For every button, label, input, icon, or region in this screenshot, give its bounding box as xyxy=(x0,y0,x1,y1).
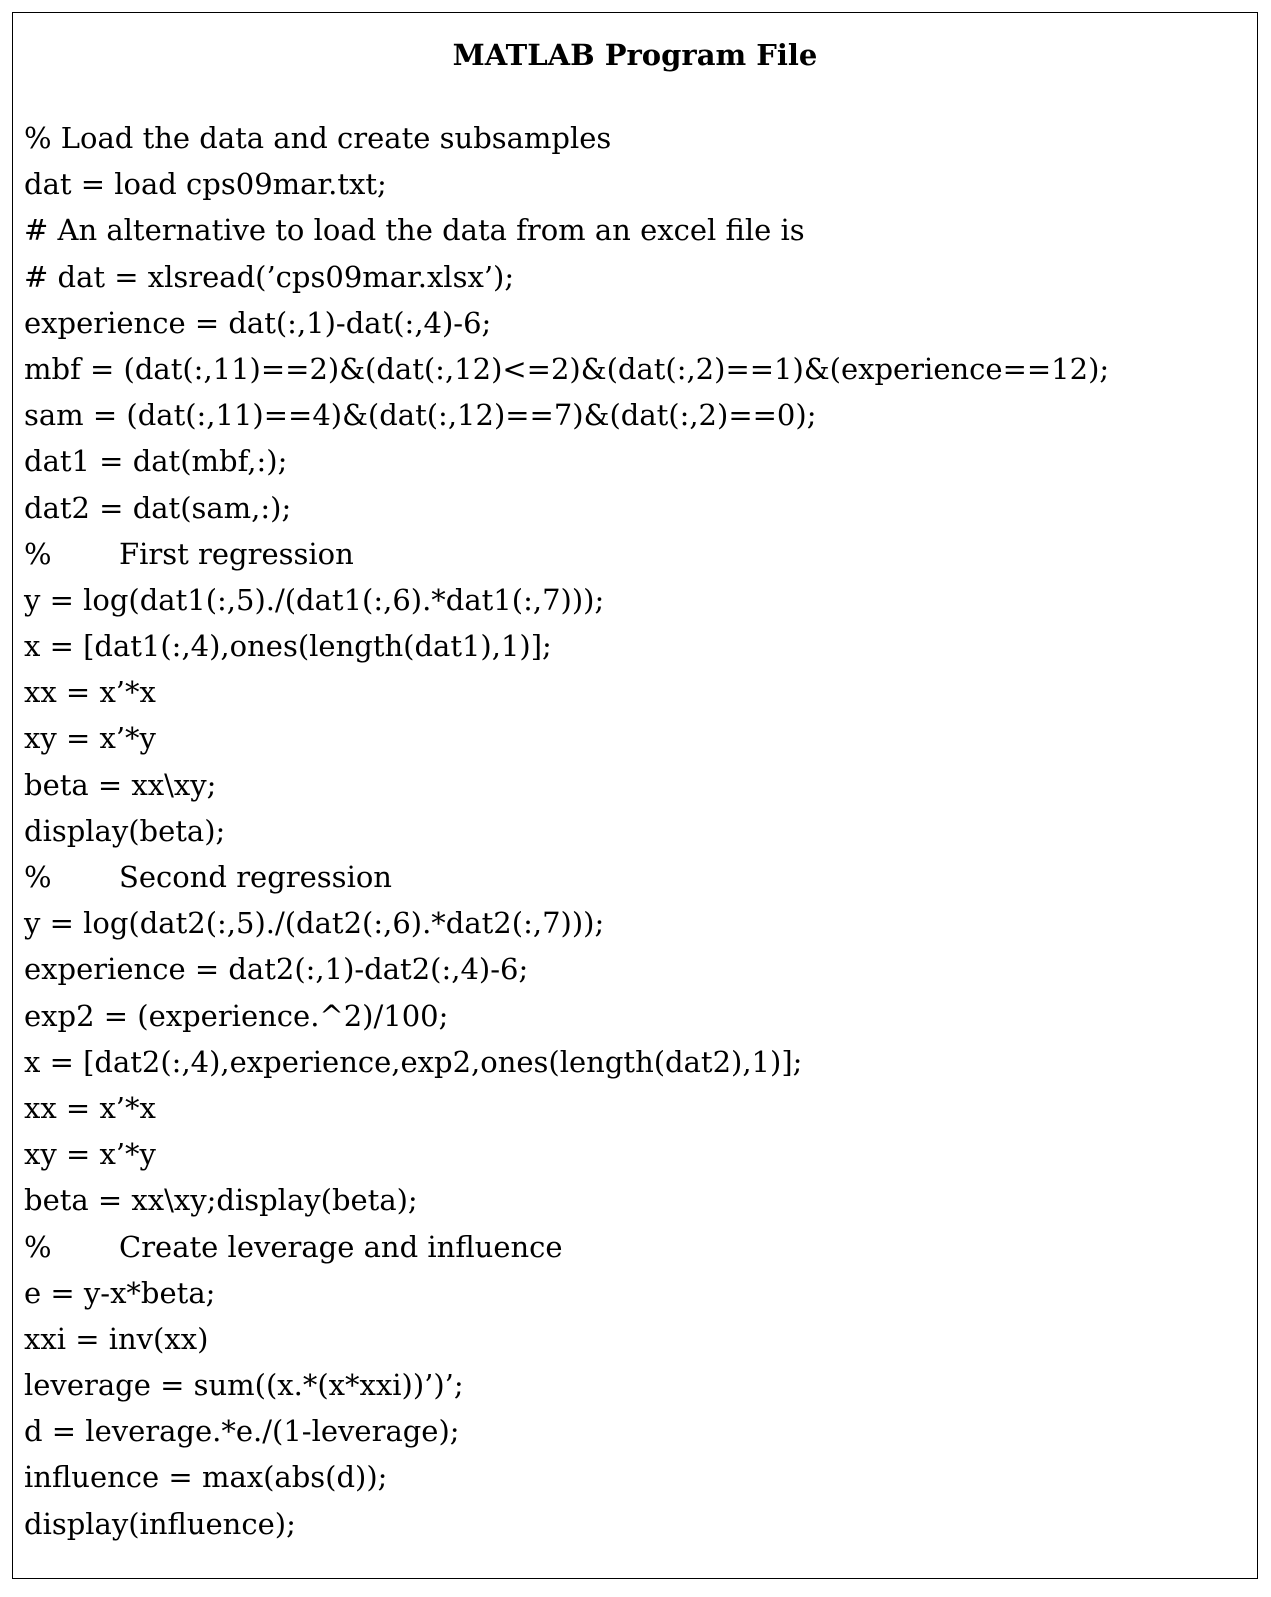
code-line: d = leverage.*e./(1-leverage); xyxy=(24,1414,460,1449)
code-line: % Load the data and create subsamples xyxy=(24,121,612,155)
comment-text: First regression xyxy=(119,536,354,571)
code-line: experience = dat2(:,1)-dat2(:,4)-6; xyxy=(24,952,529,987)
code-line: display(beta); xyxy=(24,813,226,848)
code-line: xxi = inv(xx) xyxy=(24,1321,209,1356)
code-line: dat2 = dat(sam,:); xyxy=(24,490,292,525)
comment-marker: % xyxy=(24,860,52,894)
code-line: # dat = xlsread(’cps09mar.xlsx’); xyxy=(24,259,515,294)
code-line: experience = dat(:,1)-dat(:,4)-6; xyxy=(24,305,492,340)
code-line: mbf = (dat(:,11)==2)&(dat(:,12)<=2)&(dat(:,2)==1)&(experience==12); xyxy=(24,351,1110,386)
code-line: display(influence); xyxy=(24,1506,296,1541)
comment-text: Second regression xyxy=(119,860,392,894)
code-line: x = [dat2(:,4),experience,exp2,ones(length(dat2),1)]; xyxy=(24,1044,803,1079)
comment-text: Create leverage and influence xyxy=(119,1229,563,1264)
code-line: y = log(dat1(:,5)./(dat1(:,6).*dat1(:,7))); xyxy=(24,582,605,617)
program-file-box xyxy=(12,12,1258,1579)
code-line xyxy=(24,854,1109,900)
code-line: influence = max(abs(d)); xyxy=(24,1460,388,1495)
code-line: xx = x’*x xyxy=(24,1090,156,1125)
document-title: MATLAB Program File xyxy=(452,38,818,72)
code-line: y = log(dat2(:,5)./(dat2(:,6).*dat2(:,7))); xyxy=(24,906,605,941)
code-line: xy = x’*y xyxy=(24,721,156,756)
code-line: dat = load cps09mar.txt; xyxy=(24,167,387,202)
code-listing xyxy=(24,115,1109,1547)
code-line: leverage = sum((x.*(x*xxi))’)’; xyxy=(24,1368,464,1403)
code-line: sam = (dat(:,11)==4)&(dat(:,12)==7)&(dat(:,2)==0); xyxy=(24,398,817,433)
code-line xyxy=(24,531,1109,577)
code-line: e = y-x*beta; xyxy=(24,1275,216,1310)
code-line: xx = x’*x xyxy=(24,675,156,710)
code-line: beta = xx\xy;display(beta); xyxy=(24,1183,418,1218)
code-line: xy = x’*y xyxy=(24,1137,156,1172)
comment-marker: % xyxy=(24,536,52,571)
code-line: beta = xx\xy; xyxy=(24,767,217,802)
code-line: exp2 = (experience.^2)/100; xyxy=(24,998,449,1033)
code-line xyxy=(24,1224,1109,1270)
code-line: x = [dat1(:,4),ones(length(dat1),1)]; xyxy=(24,629,552,664)
code-line: dat1 = dat(mbf,:); xyxy=(24,444,288,479)
code-line: # An alternative to load the data from an excel file is xyxy=(24,213,805,248)
comment-marker: % xyxy=(24,1229,52,1264)
